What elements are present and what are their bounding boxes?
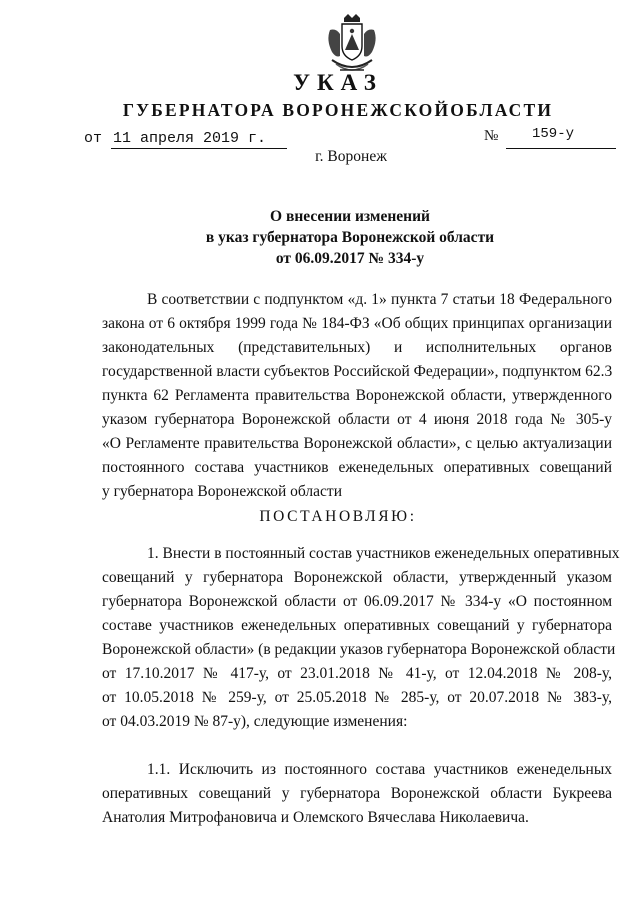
city: г. Воронеж [315,148,387,165]
text-line: Анатолия Митрофановича и Олемского Вячеслава Николаевича. [102,809,529,826]
text-line: В соответствии с подпунктом «д. 1» пункта 7 статьи 18 Федерального [147,291,612,308]
text-line: от 17.10.2017 № 417-у, от 23.01.2018 № 41-у, от 12.04.2018 № 208-у, [102,665,612,682]
text-line: от 10.05.2018 № 259-у, от 25.05.2018 № 285-у, от 20.07.2018 № 383-у, [102,689,612,706]
decree-word: ПОСТАНОВЛЯЮ: [259,508,417,525]
text-line: пункта 62 Регламента правительства Воронежской области, утвержденного [102,387,612,404]
item-1-1-paragraph [102,758,612,830]
decree-subject [0,206,640,269]
decree-date [84,130,287,149]
decree-number [484,126,575,145]
text-line: закона от 6 октября 1999 года № 184-ФЗ «Об общих принципах организации [102,315,612,332]
text-line: губернатора Воронежской области от 06.09.2017 № 334-у «О постоянном [102,593,612,610]
text-line: 1. Внести в постоянный состав участников еженедельных оперативных [147,545,620,562]
document-title: УКАЗ [293,70,383,95]
text-line: государственной власти субъектов Российской Федерации», подпунктом 62.3 [102,363,613,380]
text-line: оперативных совещаний у губернатора Воронежской области Букреева [102,785,612,802]
number-label: № [484,128,499,144]
preamble-paragraph [102,288,613,504]
date-value: 11 апреля 2019 г. [111,130,287,149]
text-line: указом губернатора Воронежской области от 4 июня 2018 года № 305-у [102,411,612,428]
number-value: 159-у [506,126,616,149]
subject-line: О внесении изменений [270,208,430,225]
text-line: от 04.03.2019 № 87-у), следующие изменения: [102,713,408,730]
date-prefix: от [84,130,103,147]
text-line: постоянного состава участников еженедельных оперативных совещаний [102,459,612,476]
text-line: Воронежской области» (в редакции указов губернатора Воронежской области [102,641,616,658]
subject-line: от 06.09.2017 № 334-у [275,250,425,267]
document-issuer: ГУБЕРНАТОРА ВОРОНЕЖСКОЙОБЛАСТИ [122,100,554,120]
text-line: составе участников еженедельных оперативных совещаний у губернатора [102,617,612,634]
text-line: законодательных (представительных) и исполнительных органов [102,339,612,356]
subject-line: в указ губернатора Воронежской области [205,229,495,246]
text-line: совещаний у губернатора Воронежской области, утвержденный указом [102,569,612,586]
text-line: 1.1. Исключить из постоянного состава участников еженедельных [147,761,612,778]
item-1-paragraph [102,542,620,734]
text-line: у губернатора Воронежской области [102,483,342,500]
text-line: «О Регламенте правительства Воронежской области», с целью актуализации [102,435,612,452]
